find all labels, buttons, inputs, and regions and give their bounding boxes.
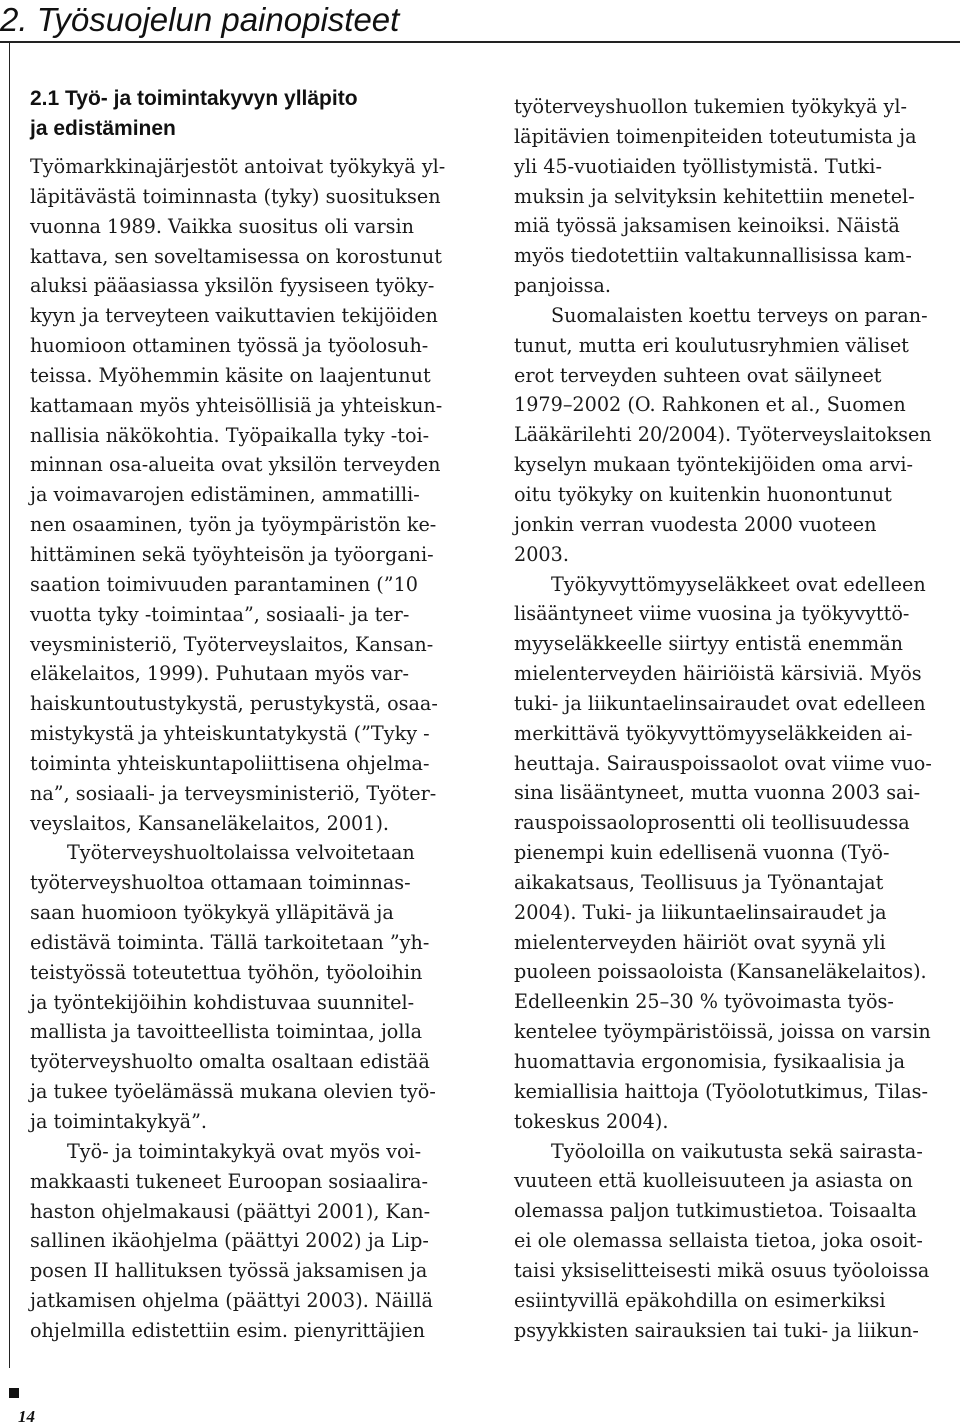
- left-paragraph-2: Työterveyshuoltolaissa velvoitetaan työterveyshuoltoa ottamaan toiminnas- saan huomioon työkykyä ylläpitävä ja edistävä toiminta. Tällä tarkoitetaan ”yh- teistyössä toteutettua työhön, työoloihin ja työntekijöihin kohdistuvaa suunnitel- mallista ja tavoitteellista toimintaa, jolla työterveyshuolto omalta osaltaan edistää ja tukee työelämässä mukana olevien työ- ja toimintakykyä”.: [30, 841, 436, 1133]
- right-paragraph-2: Suomalaisten koettu terveys on paran- tunut, mutta eri koulutusryhmien väliset erot terveyden suhteen ovat säilyneet 1979–2002 (O. Rahkonen et al., Suomen Lääkärilehti 20/2004). Työterveyslaitoksen kyselyn mukaan työntekijöiden oma arvi- oitu työkyky on kuitenkin huonontunut jonkin verran vuodesta 2000 vuoteen 2003.: [514, 303, 932, 566]
- right-column: [514, 92, 954, 1345]
- page-marker-square: [9, 1388, 19, 1398]
- right-paragraph-4: Työoloilla on vaikutusta sekä sairasta- vuuteen että kuolleisuuteen ja asiasta on olemassa paljon tutkimustietoa. Toisaalta ei ole olemassa sellaista tietoa, joka osoit- taisi yksiselitteisesti mikä osuus työoloissa esiintyvillä epäkohdilla on esimerkiksi psyykkisten sairauksien tai tuki- ja liikun-: [514, 1139, 930, 1342]
- left-column: [30, 87, 470, 1346]
- section-heading: [30, 84, 470, 144]
- chapter-title: 2. Työsuojelun painopisteet: [0, 1, 400, 38]
- right-paragraph-1: työterveyshuollon tukemien työkykyä yl- läpitävien toimenpiteiden toteutumista ja yli 45-vuotiaiden työllistymistä. Tutki- muksin ja selvityksin kehitettiin menetel- miä työssä jaksamisen keinoiksi. Näistä myös tiedotettiin valtakunnallisissa kam- panjoissa.: [514, 95, 917, 298]
- section-heading-line-1: 2.1 Työ- ja toimintakyvyn ylläpito: [30, 87, 358, 110]
- section-heading-line-2: ja edistäminen: [30, 117, 176, 140]
- left-paragraph-3: Työ- ja toimintakykyä ovat myös voi- makkaasti tukeneet Euroopan sosiaalira- haston ohjelmakausi (päättyi 2001), Kan- sallinen ikäohjelma (päättyi 2002) ja Lip- posen II hallituksen työssä jaksamisen ja jatkamisen ohjelma (päättyi 2003). Näillä ohjelmilla edistettiin esim. pienyrittäjien: [30, 1139, 433, 1342]
- header-divider: [0, 41, 960, 43]
- page-number: 14: [18, 1407, 35, 1426]
- margin-divider: [9, 43, 10, 1368]
- right-paragraph-3: Työkyvyttömyyseläkkeet ovat edelleen lisääntyneet viime vuosina ja työkyvyttö- myyseläkkeelle siirtyy entistä enemmän mielenterveyden häiriöistä kärsiviä. Myös tuki- ja liikuntaelinsairaudet ovat edelleen merkittävä työkyvyttömyyseläkkeiden ai- heuttaja. Sairauspoissaolot ovat viime vuo- sina lisääntyneet, mutta vuonna 2003 sai- rauspoissaoloprosentti oli teollisuudessa pienempi kuin edellisenä vuonna (Työ- aikakatsaus, Teollisuus ja Työnantajat 2004). Tuki- ja liikuntaelinsairaudet ja mielenterveyden häiriöt ovat syynä yli puoleen poissaoloista (Kansaneläkelaitos). Edelleenkin 25–30 % työvoimasta työs- kentelee työympäristöissä, joissa on varsin huomattavia ergonomisia, fysikaalisia ja kemiallisia haittoja (Työolotutkimus, Tilas- tokeskus 2004).: [514, 572, 932, 1133]
- left-paragraph-1: Työmarkkinajärjestöt antoivat työkykyä yl- läpitävästä toiminnasta (tyky) suosituksen vuonna 1989. Vaikka suositus oli varsin kattava, sen soveltamisessa on korostunut aluksi pääasiassa yksilön fyysiseen työky- kyyn ja terveyteen vaikuttavien tekijöiden huomioon ottaminen työssä ja työolosuh- teissa. Myöhemmin käsite on laajentunut kattamaan myös yhteisöllisiä ja yhteiskun- nallisia näkökohtia. Työpaikalla tyky -toi- minnan osa-alueita ovat yksilön terveyden ja voimavarojen edistäminen, ammatilli- nen osaaminen, työn ja työympäristön ke- hittäminen sekä työyhteisön ja työorgani- saation toimivuuden parantaminen (”10 vuotta tyky -toimintaa”, sosiaali- ja ter- veysministeriö, Työterveyslaitos, Kansan- eläkelaitos, 1999). Puhutaan myös var- haiskuntoutustykystä, perustykystä, osaa- mistykystä ja yhteiskuntatykystä (”Tyky - toiminta yhteiskuntapoliittisena ohjelma- na”, sosiaali- ja terveysministeriö, Työter- veyslaitos, Kansaneläkelaitos, 2001).: [30, 155, 446, 835]
